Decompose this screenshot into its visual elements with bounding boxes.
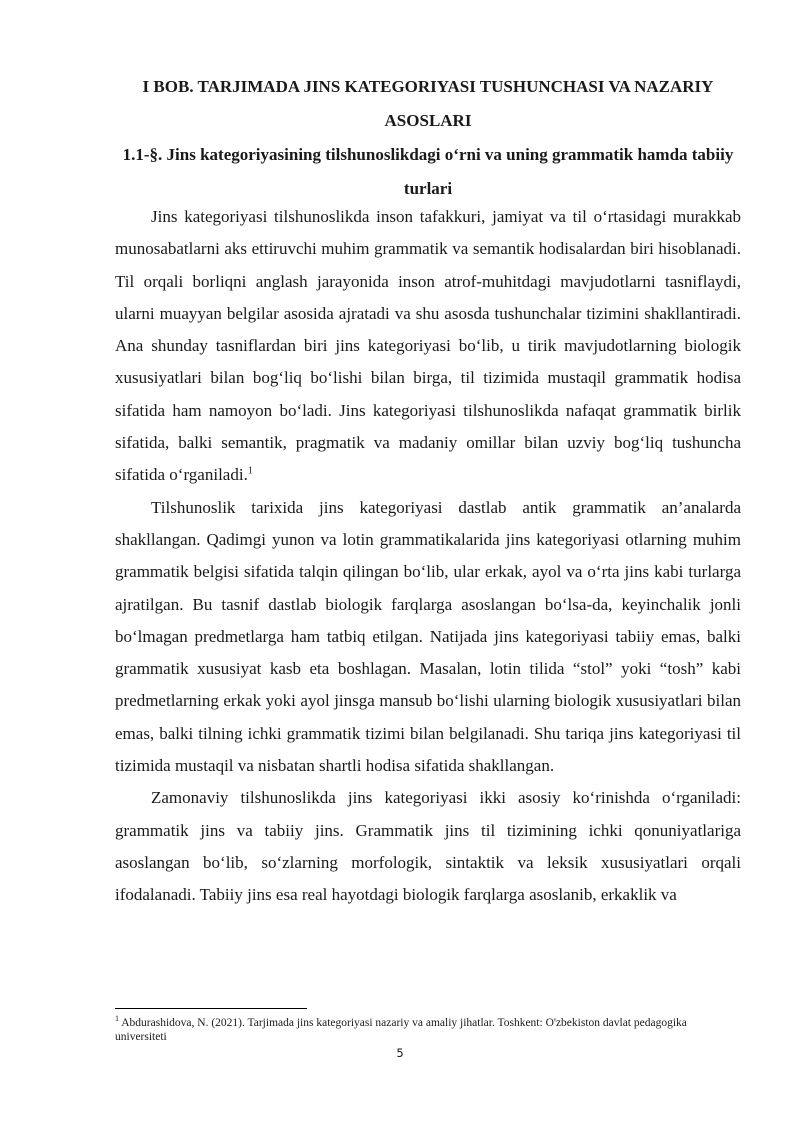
paragraph-3: Zamonaviy tilshunoslikda jins kategoriyasi ikki asosiy ko‘rinishda o‘rganiladi: grammatik jins va tabiiy jins. Grammatik jins til tizimining ichki qonuniyatlariga asoslangan bo‘lib, so‘zlarning morfologik, sintaktik va leksik xususiyatlari orqali ifodalanadi. Tabiiy jins esa real hayotdagi biologik farqlarga asoslanib, erkaklik va: [115, 788, 741, 905]
footnote-separator: [115, 1008, 307, 1009]
footnote-reference[interactable]: 1: [247, 465, 253, 477]
footnote-text: Abdurashidova, N. (2021). Tarjimada jins kategoriyasi nazariy va amaliy jihatlar. Toshkent: O'zbekiston davlat pedagogika universiteti: [115, 1017, 687, 1043]
section-title: 1.1-§. Jins kategoriyasining tilshunoslikdagi o‘rni va uning grammatik hamda tabiiy turlari: [122, 145, 734, 198]
paragraph-1: [115, 201, 741, 492]
page-number: 5: [396, 1046, 404, 1060]
paragraph-2: Tilshunoslik tarixida jins kategoriyasi dastlab antik grammatik an’analarda shakllangan. Qadimgi yunon va lotin grammatikalarida jins kategoriyasi otlarning muhim grammatik belgisi sifatida talqin qilingan bo‘lib, ular erkak, ayol va o‘rta jins kabi turlarga ajratilgan. Bu tasnif dastlab biologik farqlarga asoslangan bo‘lsa-da, keyinchalik jonli bo‘lmagan predmetlarga ham tatbiq etilgan. Natijada jins kategoriyasi tabiiy emas, balki grammatik xususiyat kasb eta boshlagan. Masalan, lotin tilida “stol” yoki “tosh” kabi predmetlarning erkak yoki ayol jinsga mansub bo‘lishi ularning biologik xususiyatlari bilan emas, balki tilning ichki grammatik tizimi bilan belgilanadi. Shu tariqa jins kategoriyasi til tizimida mustaqil va nisbatan shartli hodisa sifatida shakllangan.: [115, 497, 741, 776]
footnote-marker: 1: [115, 1014, 119, 1024]
footnote: [115, 1016, 741, 1044]
chapter-title: I BOB. TARJIMADA JINS KATEGORIYASI TUSHUNCHASI VA NAZARIY ASOSLARI: [142, 77, 714, 130]
body-text: [115, 201, 741, 912]
paragraph-1-text: Jins kategoriyasi tilshunoslikda inson tafakkuri, jamiyat va til o‘rtasidagi murakkab munosabatlarni aks ettiruvchi muhim grammatik va semantik hodisalardan biri hisoblanadi. Til orqali borliqni anglash jarayonida inson atrof-muhitdagi mavjudotlarni tasniflaydi, ularni muayyan belgilar asosida ajratadi va shu asosda tushunchalar tizimini shakllantiradi. Ana shunday tasniflardan biri jins kategoriyasi bo‘lib, u tirik mavjudotlarning biologik xususiyatlari bilan bog‘liq bo‘lishi bilan birga, til tizimida mustaqil grammatik hodisa sifatida ham namoyon bo‘ladi. Jins kategoriyasi tilshunoslikda nafaqat grammatik birlik sifatida, balki semantik, pragmatik va madaniy omillar bilan uzviy bog‘liq tushuncha sifatida o‘rganiladi.: [115, 207, 741, 485]
